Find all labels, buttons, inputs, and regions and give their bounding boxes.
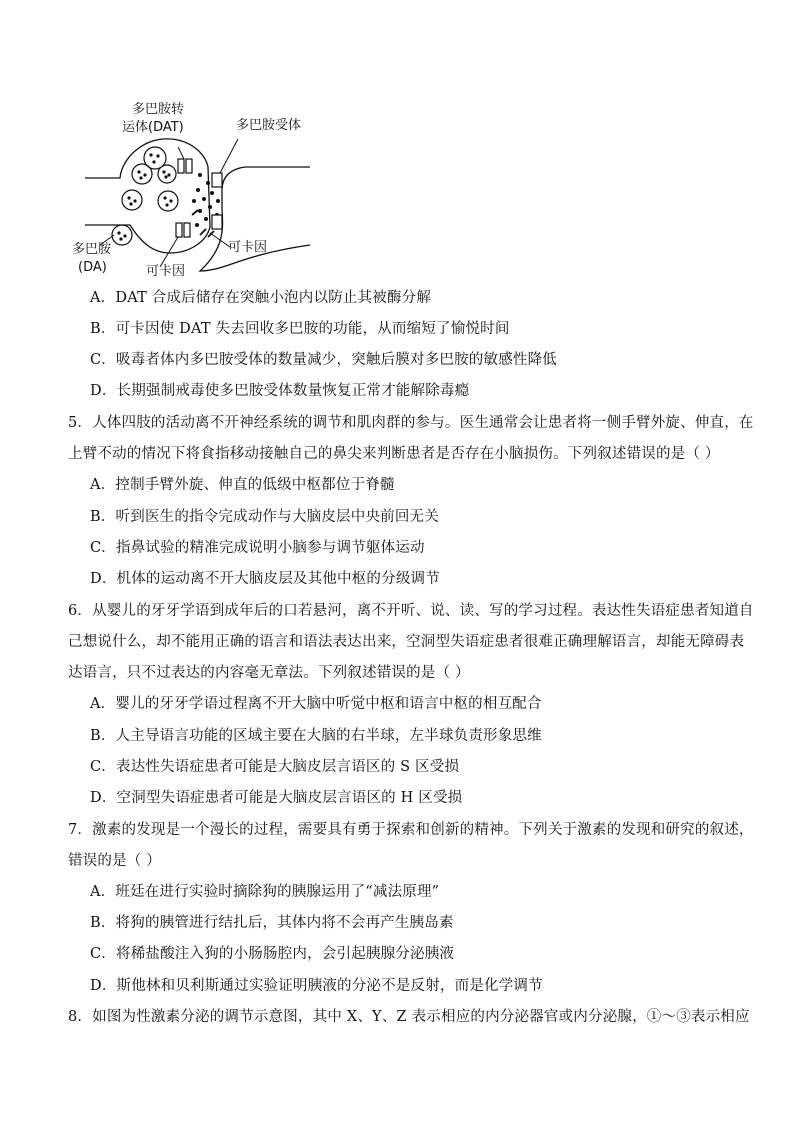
q7-option-d: D．斯他林和贝利斯通过实验证明胰液的分泌不是反射，而是化学调节 xyxy=(90,978,543,994)
q4-option-d: D．长期强制戒毒使多巴胺受体数量恢复正常才能解除毒瘾 xyxy=(90,383,470,399)
q6-option-b: B．人主导语言功能的区域主要在大脑的右半球，左半球负责形象思维 xyxy=(90,728,542,744)
q6-option-c: C．表达性失语症患者可能是大脑皮层言语区的 S 区受损 xyxy=(90,759,460,775)
q5-option-a: A．控制手臂外旋、伸直的低级中枢都位于脊髓 xyxy=(90,477,395,493)
q4-option-b: B．可卡因使 DAT 失去回收多巴胺的功能，从而缩短了愉悦时间 xyxy=(90,321,510,337)
presynaptic-membrane xyxy=(85,139,210,253)
q4-option-c: C．吸毒者体内多巴胺受体的数量减少，突触后膜对多巴胺的敏感性降低 xyxy=(90,352,557,368)
q7-stem-line2: 错误的是（ ） xyxy=(68,853,162,869)
label-receptor: 多巴胺受体 xyxy=(236,118,302,133)
q6-stem-line3: 达语言，只不过表达的内容毫无章法。下列叙述错误的是（ ） xyxy=(68,665,470,681)
q5-option-d: D．机体的运动离不开大脑皮层及其他中枢的分级调节 xyxy=(90,571,440,587)
q6-option-a: A．婴儿的牙牙学语过程离不开大脑中听觉中枢和语言中枢的相互配合 xyxy=(90,696,542,712)
q6-stem-line2: 己想说什么，却不能用正确的语言和语法表达出来，空洞型失语症患者很难正确理解语言，却能无障碍表 xyxy=(68,634,745,650)
synapse-diagram xyxy=(60,95,330,285)
label-dat-line2: 运体(DAT) xyxy=(122,120,184,135)
q8-stem-line1: 8．如图为性激素分泌的调节示意图，其中 X、Y、Z 表示相应的内分泌器官或内分泌腺，①～③表示相应 xyxy=(68,1009,750,1025)
q5-stem-line2: 上臂不动的情况下将食指移动接触自己的鼻尖来判断患者是否存在小脑损伤。下列叙述错误的是（ ） xyxy=(68,446,720,462)
label-dat-line1: 多巴胺转 xyxy=(132,102,185,117)
label-da-line1: 多巴胺 xyxy=(72,242,112,257)
synaptic-vesicles xyxy=(112,147,178,245)
q5-option-b: B．听到医生的指令完成动作与大脑皮层中央前回无关 xyxy=(90,509,439,525)
q6-option-d: D．空洞型失语症患者可能是大脑皮层言语区的 H 区受损 xyxy=(90,790,463,806)
q7-option-a: A．班廷在进行实验时摘除狗的胰腺运用了“减法原理” xyxy=(90,884,440,900)
label-cocaine-right: 可卡因 xyxy=(228,240,268,255)
q6-stem-line1: 6．从婴儿的牙牙学语到成年后的口若悬河，离不开听、说、读、写的学习过程。表达性失语症患者知道自 xyxy=(68,603,754,619)
q7-option-b: B．将狗的胰管进行结扎后，其体内将不会再产生胰岛素 xyxy=(90,915,454,931)
q5-option-c: C．指鼻试验的精准完成说明小脑参与调节躯体运动 xyxy=(90,540,425,556)
q5-stem-line1: 5．人体四肢的活动离不开神经系统的调节和肌肉群的参与。医生通常会让患者将一侧手臂外旋、伸直，在 xyxy=(68,415,754,431)
label-cocaine-bottom: 可卡因 xyxy=(146,264,186,279)
q7-option-c: C．将稀盐酸注入狗的小肠肠腔内，会引起胰腺分泌胰液 xyxy=(90,946,455,962)
vesicle-dopamine-dots xyxy=(117,153,172,240)
q7-stem-line1: 7．激素的发现是一个漫长的过程，需要具有勇于探索和创新的精神。下列关于激素的发现和研究的叙述， xyxy=(68,822,754,838)
synapse-illustration xyxy=(60,95,330,285)
label-da-line2: (DA) xyxy=(78,260,107,275)
dat-transporter xyxy=(176,159,192,237)
q4-option-a: A．DAT 合成后储存在突触小泡内以防止其被酶分解 xyxy=(90,290,432,306)
